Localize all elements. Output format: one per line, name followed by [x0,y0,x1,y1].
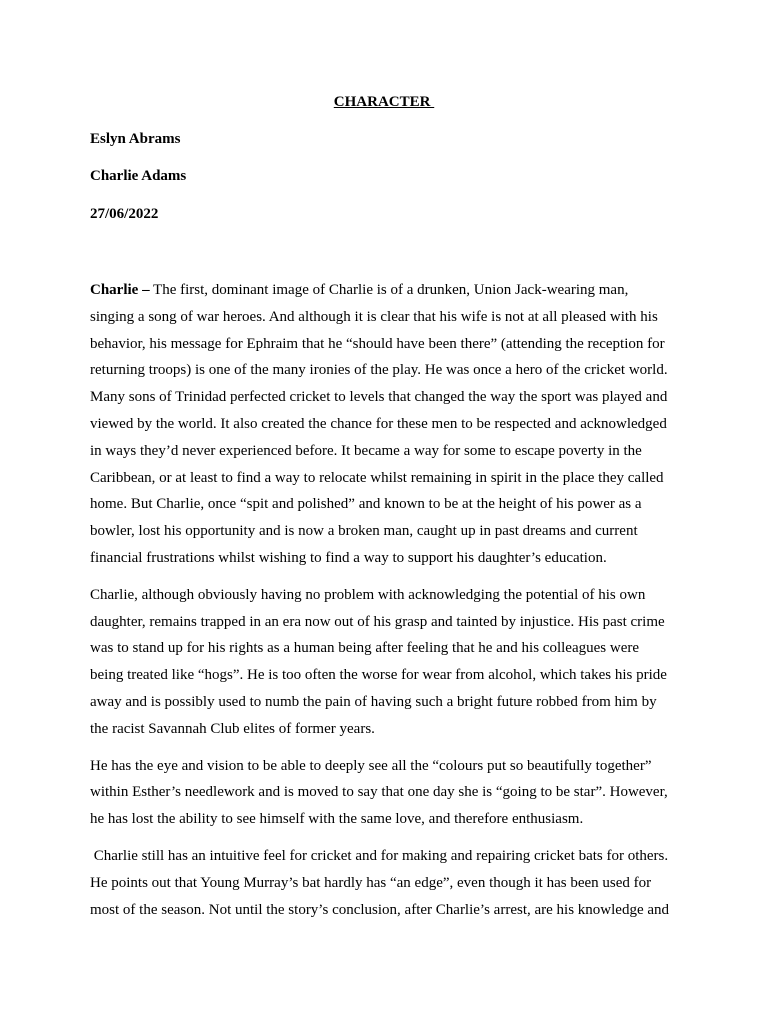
paragraph-4 [90,843,690,923]
paragraph-line: Caribbean, or at least to find a way to relocate whilst remaining in spirit in the place they called [90,469,664,486]
paragraph-line: the racist Savannah Club elites of former years. [90,720,375,737]
document-body [90,277,690,933]
paragraph-line: home. But Charlie, once “spit and polished” and known to be at the height of his power as a [90,496,642,513]
paragraph-lead: Charlie – [90,282,150,298]
author-name: Eslyn Abrams [90,131,181,147]
paragraph-1 [90,277,690,572]
paragraph-line: away and is possibly used to numb the pain of having such a bright future robbed from him by [90,693,657,710]
paragraph-3 [90,753,690,833]
paragraph-line: financial frustrations whilst wishing to find a way to support his daughter’s education. [90,549,607,566]
paragraph-line: being treated like “hogs”. He is too often the worse for wear from alcohol, which takes his pride [90,667,667,684]
subject-name: Charlie Adams [90,168,187,184]
paragraph-line: returning troops) is one of the many ironies of the play. He was once a hero of the cricket world. [90,362,668,379]
paragraph-line [90,277,690,304]
paragraph-line: He has the eye and vision to be able to deeply see all the “colours put so beautifully together” [90,757,652,774]
paragraph-line: most of the season. Not until the story’s conclusion, after Charlie’s arrest, are his knowledge and [90,901,670,918]
document-title: CHARACTER [333,94,435,110]
paragraph-line: He points out that Young Murray’s bat hardly has “an edge”, even though it has been used for [90,874,652,891]
paragraph-2 [90,582,690,743]
paragraph-line: bowler, lost his opportunity and is now a broken man, caught up in past dreams and current [90,523,638,540]
document-date: 27/06/2022 [90,206,159,222]
paragraph-line: he has lost the ability to see himself with the same love, and therefore enthusiasm. [90,811,584,828]
paragraph-line: viewed by the world. It also created the chance for these men to be respected and acknowledged [90,415,667,432]
paragraph-line: within Esther’s needlework and is moved to say that one day she is “going to be star”. However, [90,784,668,801]
paragraph-line: was to stand up for his rights as a human being after feeling that he and his colleagues were [90,640,640,657]
line-text: The first, dominant image of Charlie is of a drunken, Union Jack-wearing man, [149,282,629,298]
paragraph-line: Many sons of Trinidad perfected cricket to levels that changed the way the sport was played and [90,389,668,406]
paragraph-line: daughter, remains trapped in an era now out of his grasp and tainted by injustice. His past crime [90,613,665,630]
paragraph-line: behavior, his message for Ephraim that he “should have been there” (attending the reception for [90,335,665,352]
paragraph-line: singing a song of war heroes. And although it is clear that his wife is not at all pleased with his [90,308,658,325]
paragraph-line: Charlie still has an intuitive feel for cricket and for making and repairing cricket bats for others. [90,847,669,864]
paragraph-line: in ways they’d never experienced before. It became a way for some to escape poverty in the [90,442,642,459]
paragraph-line: Charlie, although obviously having no problem with acknowledging the potential of his own [90,586,646,603]
